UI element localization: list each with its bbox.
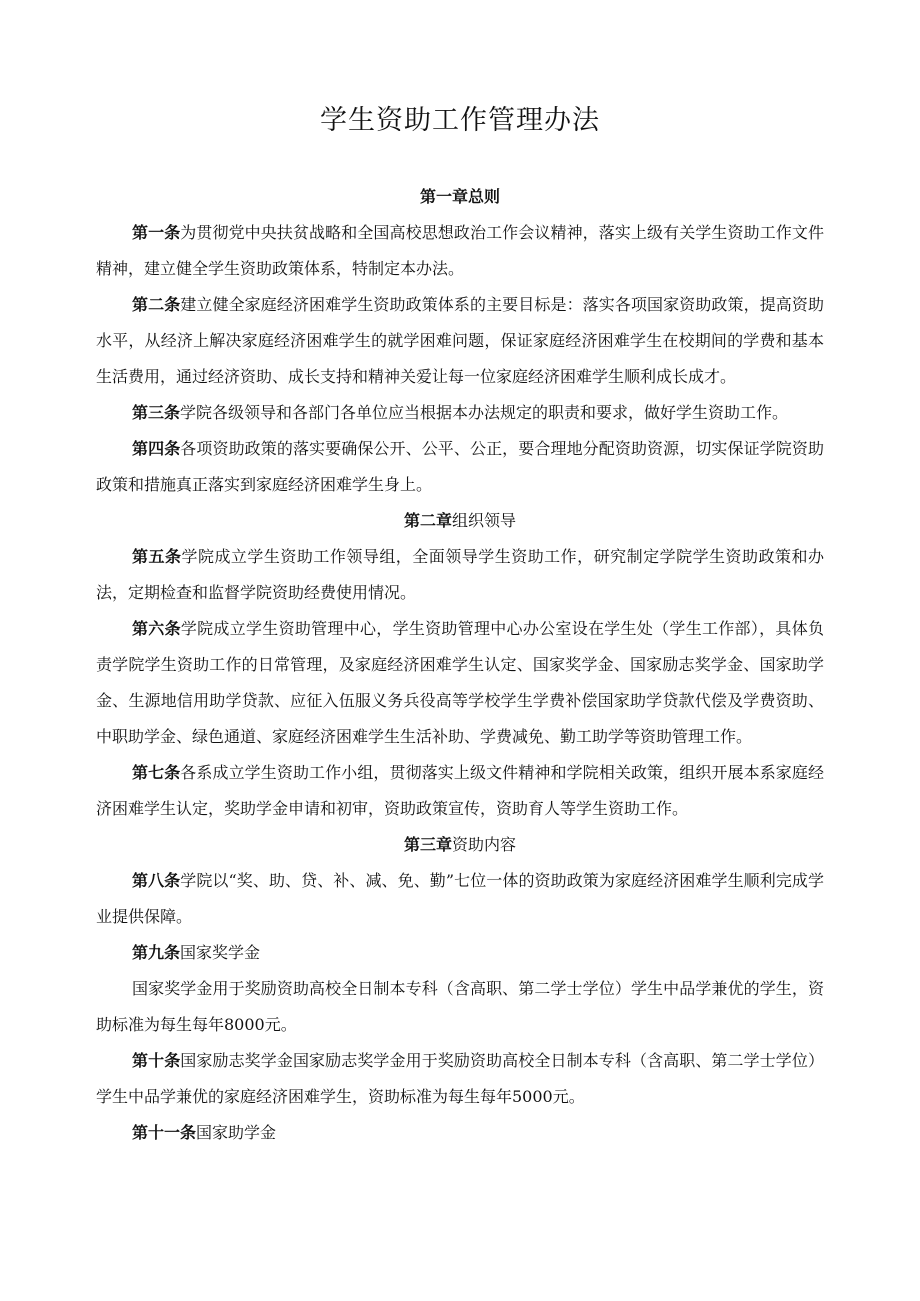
article-9-body: 国家奖学金用于奖励资助高校全日制本专科（含高职、第二学士学位）学生中品学兼优的学生，资助标准为每生每年8000元。 (96, 979, 824, 1034)
article-3 (96, 395, 824, 431)
chapter-number: 第三章 (403, 835, 452, 854)
article-1 (96, 215, 824, 287)
article-number: 第三条 (132, 403, 181, 422)
article-number: 第十一条 (132, 1123, 197, 1142)
article-number: 第七条 (132, 763, 181, 782)
article-5 (96, 539, 824, 611)
chapter-heading-1 (96, 179, 824, 215)
page-title: 学生资助工作管理办法 (320, 105, 600, 136)
article-text: 学院成立学生资助管理中心，学生资助管理中心办公室设在学生处（学生工作部），具体负责学院学生资助工作的日常管理，及家庭经济困难学生认定、国家奖学金、国家励志奖学金、国家助学金、生源地信用助学贷款、应征入伍服义务兵役高等学校学生学费补偿国家助学贷款代偿及学费资助、中职助学金、绿色通道、家庭经济困难学生生活补助、学费减免、勤工助学等资助管理工作。 (96, 619, 824, 746)
chapter-heading-3 (96, 827, 824, 863)
article-number: 第五条 (132, 547, 182, 566)
chapter-name: 总则 (468, 187, 501, 206)
article-text: 国家励志奖学金国家励志奖学金用于奖励资助高校全日制本专科（含高职、第二学士学位）学生中品学兼优的家庭经济困难学生，资助标准为每生每年5000元。 (96, 1051, 824, 1106)
chapter-name: 组织领导 (452, 511, 517, 530)
chapter-name: 资助内容 (452, 835, 517, 854)
article-number: 第九条 (132, 943, 181, 962)
chapter-heading-2 (96, 503, 824, 539)
article-11 (96, 1115, 824, 1151)
article-text: 为贯彻党中央扶贫战略和全国高校思想政治工作会议精神，落实上级有关学生资助工作文件精神，建立健全学生资助政策体系，特制定本办法。 (96, 223, 824, 278)
article-text: 学院各级领导和各部门各单位应当根据本办法规定的职责和要求，做好学生资助工作。 (180, 403, 789, 422)
article-text: 学院成立学生资助工作领导组，全面领导学生资助工作，研究制定学院学生资助政策和办法，定期检查和监督学院资助经费使用情况。 (96, 547, 824, 602)
article-number: 第一条 (132, 223, 181, 242)
article-2 (96, 287, 824, 395)
article-number: 第十条 (132, 1051, 181, 1070)
article-4 (96, 431, 824, 503)
article-number: 第二条 (132, 295, 181, 314)
article-number: 第四条 (132, 439, 181, 458)
article-text: 国家助学金 (196, 1123, 277, 1142)
article-text: 各系成立学生资助工作小组，贯彻落实上级文件精神和学院相关政策，组织开展本系家庭经济困难学生认定，奖助学金申请和初审，资助政策宣传，资助育人等学生资助工作。 (96, 763, 824, 818)
article-8 (96, 863, 824, 935)
chapter-number: 第二章 (403, 511, 452, 530)
article-text: 国家奖学金 (180, 943, 261, 962)
article-7 (96, 755, 824, 827)
chapter-number: 第一章 (419, 187, 468, 206)
article-text: 建立健全家庭经济困难学生资助政策体系的主要目标是：落实各项国家资助政策，提高资助水平，从经济上解决家庭经济困难学生的就学困难问题，保证家庭经济困难学生在校期间的学费和基本生活费用，通过经济资助、成长支持和精神关爱让每一位家庭经济困难学生顺利成长成才。 (96, 295, 824, 386)
article-text: 各项资助政策的落实要确保公开、公平、公正，要合理地分配资助资源，切实保证学院资助政策和措施真正落实到家庭经济困难学生身上。 (96, 439, 824, 494)
article-10 (96, 1043, 824, 1115)
article-9 (96, 935, 824, 971)
article-6 (96, 611, 824, 755)
article-text: 学院以“奖、助、贷、补、减、免、勤”七位一体的资助政策为家庭经济困难学生顺利完成学业提供保障。 (96, 871, 824, 926)
article-number: 第六条 (132, 619, 181, 638)
article-number: 第八条 (132, 871, 181, 890)
